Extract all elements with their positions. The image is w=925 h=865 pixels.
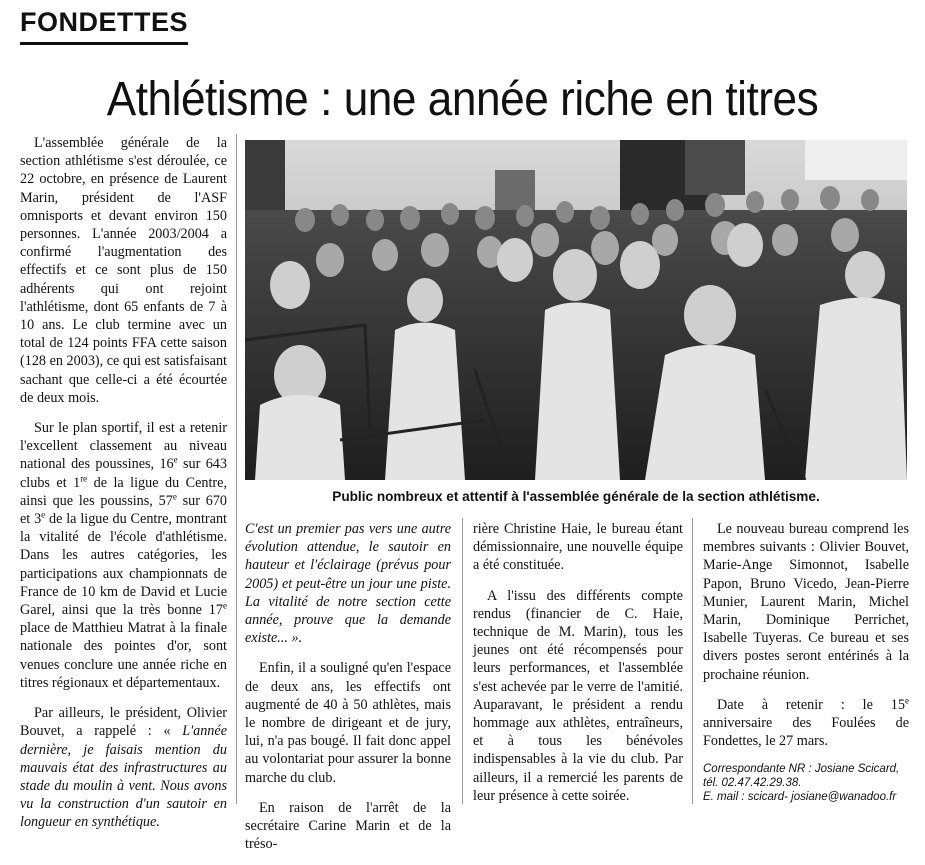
photo-caption: Public nombreux et attentif à l'assemblée générale de la section athlétisme. (332, 489, 820, 504)
paragraph: A l'issu des différents compte rendus (financier de C. Haie, technique de M. Marin), tous les jeunes ont été récompensés pour leurs performances, et l'assemblée s'est achevée par le verre de l'amitié. Auparavant, le président a rendu hommage aux athlètes, entraîneurs, et à tous les bénévoles indispensables à la vie du club. Par ailleurs, il a remercié les parents de leur présence à cette soirée. (473, 587, 683, 804)
paragraph: En raison de l'arrêt de la secrétaire Carine Marin et de la tréso- (245, 799, 451, 853)
paragraph: C'est un premier pas vers une autre évolution attendue, le sautoir en hauteur et l'éclairage (prévus pour 2005) et peut-être un jour une piste. La vitalité de notre section cette année, prouve que la demande existe... ». (245, 521, 451, 647)
article-column-3 (473, 520, 683, 817)
column-divider (236, 134, 237, 804)
paragraph: Date à retenir : le 15e anniversaire des Foulées de Fondettes, le 27 mars. (703, 695, 909, 750)
paragraph: Enfin, il a souligné qu'en l'espace de deux ans, les effectifs ont augmenté de 40 à 50 athlètes, mais le nombre de dirigeant et de jury, lui, n'a pas bougé. Il fait donc appel au volontariat pour assurer la bonne marche du club. (245, 660, 451, 786)
paragraph: rière Christine Haie, le bureau étant démissionnaire, une nouvelle équipe a été constituée. (473, 521, 683, 574)
article-column-4 (703, 520, 909, 816)
paragraph: Par ailleurs, le président, Olivier Bouvet, a rappelé : « L'année dernière, je faisais mention du mauvais état des infrastructures au stade du moulin à vent. Nous avons vu la construction d'un sautoir en longueur en synthétique. (20, 705, 227, 831)
section-kicker: FONDETTES (20, 4, 188, 45)
paragraph: Sur le plan sportif, il est a retenir l'excellent classement au niveau national des poussines, 16e sur 643 clubs et 1re de la ligue du Centre, ainsi que les poussins, 57e sur 670 et 3e de la ligue du Centre, montrant la vitalité de l'école d'athlétisme. Dans les autres catégories, les participations aux championnats de France de 10 km de David et Lucie Garel, ainsi que la très bonne 17e place de Matthieu Matrat à la finale nationale des pointes d'or, sont venues conclure une année riche en titres régionaux et départementaux. (20, 420, 228, 691)
byline-name: Correspondante NR : Josiane Scicard, (703, 763, 900, 776)
paragraph: Le nouveau bureau comprend les membres suivants : Olivier Bouvet, Marie-Ange Simonnot, Isabelle Papon, Bruno Vicedo, Jean-Pierre Munier, Laurent Marin, Michel Marin, Dominique Perrichet, Isabelle Tuyeras. Ce bureau et ses divers postes seront entérinés à la prochaine réunion. (703, 521, 909, 683)
article-column-2 (245, 520, 451, 865)
byline-phone: tél. 02.47.42.29.38. (703, 777, 802, 790)
article-column-1 (20, 134, 227, 844)
column-divider (692, 518, 693, 804)
column-divider (462, 518, 463, 804)
article-headline: Athlétisme : une année riche en titres (106, 73, 819, 126)
correspondent-byline (703, 762, 909, 804)
paragraph: L'assemblée générale de la section athlétisme s'est déroulée, ce 22 octobre, en présence de Laurent Marin, président de l'ASF omnisports et devant environ 150 personnes. L'année 2003/2004 a confirmé l'augmentation des effectifs et ce sont plus de 150 adhérents qui ont rejoint l'athlétisme, dont 65 enfants de 7 à 10 ans. Le club termine avec un total de 124 points FFA cette saison (128 en 2003), ce qui est satisfaisant sachant que celle-ci a été écourtée de deux mois. (20, 135, 227, 406)
audience-photo (245, 140, 907, 480)
byline-email: E. mail : scicard- josiane@wanadoo.fr (703, 791, 897, 804)
